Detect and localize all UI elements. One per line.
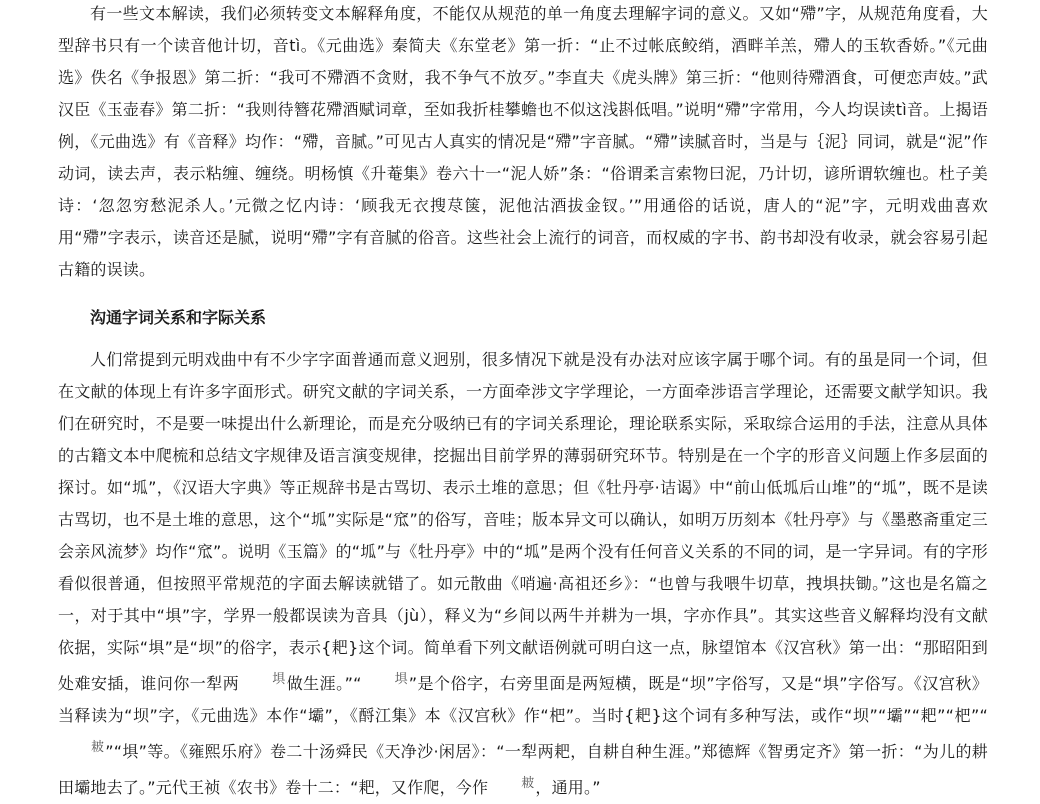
variant-character-glyph: 耚 <box>91 740 105 755</box>
paragraph-text-part-5: ，通用。” <box>535 778 601 797</box>
paragraph-ti-reading: 有一些文本解读，我们必须转变文本解释角度，不能仅从规范的单一角度去理解字词的意义。又如“殢”字，从规范角度看，大型辞书只有一个读音他计切，音tì。《元曲选》秦简夫《东堂老》第一折：“止不过帐底鲛绡，酒畔羊羔，殢人的玉软香娇。”《元曲选》佚名《争报恩》第二折：“我可不殢酒不贪财，我不争气不放歹。”李直夫《虎头牌》第三折：“他则待殢酒食，可便恋声妓。”武汉臣《玉壶春》第二折：“我则待簪花殢酒赋词章，至如我折桂攀蟾也不似这浅斟低唱。”说明“殢”字常用，今人均误读tì音。上揭语例，《元曲选》有《音释》均作：“殢，音腻。”可见古人真实的情况是“殢”字音腻。“殢”读腻音时，当是与｛泥｝同词，就是“泥”作动词，读去声，表示粘缠、缠绕。明杨慎《升菴集》卷六十一“泥人娇”条：“俗谓柔言索物曰泥，乃计切，谚所谓软缠也。杜子美诗：‘忽忽穷愁泥杀人。’元微之忆内诗：‘顾我无衣搜荩箧，泥他沽酒拔金钗。’”用通俗的话说，唐人的“泥”字，元明戏曲喜欢用“殢”字表示，读音还是腻，说明“殢”字有音腻的俗音。这些社会上流行的词音，而权威的字书、韵书却没有收录，就会容易引起古籍的误读。 <box>58 4 988 279</box>
variant-character-glyph: 埧 <box>272 672 286 687</box>
variant-character-glyph: 埧 <box>394 672 408 687</box>
paragraph-text-part-2: 做生涯。”“ <box>286 674 362 693</box>
article-body <box>58 0 988 804</box>
paragraph-text-part-3: ”是个俗字，右旁里面是两短横，既是“坝”字俗写，又是“埧”字俗写。《汉宫秋》当释读为“坝”字，《元曲选》本作“壩”，《酹江集》本《汉宫秋》作“杷”。当时{耙}这个词有多种写法，或作“坝”“壩”“耙”“杷”“ <box>58 674 989 725</box>
section-heading: 沟通字词关系和字际关系 <box>90 308 267 327</box>
variant-character-glyph: 耚 <box>521 776 535 791</box>
paragraph-character-relations <box>58 344 988 804</box>
paragraph-text-part-1: 人们常提到元明戏曲中有不少字字面普通而意义迥别，很多情况下就是没有办法对应该字属于哪个词。有的虽是同一个词，但在文献的体现上有许多字面形式。研究文献的字词关系，一方面牵涉文字学理论，一方面牵涉语言学理论，还需要文献学知识。我们在研究时，不是要一味提出什么新理论，而是充分吸纳已有的字词关系理论，理论联系实际，采取综合运用的手法，注意从具体的古籍文本中爬梳和总结文字规律及语言演变规律，挖掘出目前学界的薄弱研究环节。特别是在一个字的形音义问题上作多层面的探讨。如“坬”，《汉语大字典》等正规辞书是古骂切、表示土堆的意思；但《牡丹亭·诘谒》中“前山低坬后山堆”的“坬”，既不是读古骂切，也不是土堆的意思，这个“坬”实际是“窊”的俗写，音哇；版本异文可以确认，如明万历刻本《牡丹亭》与《墨憨斋重定三会亲风流梦》均作“窊”。说明《玉篇》的“坬”与《牡丹亭》中的“坬”是两个没有任何音义关系的不同的词，是一字异词。有的字形看似很普通，但按照平常规范的字面去解读就错了。如元散曲《哨遍·高祖还乡》：“也曾与我喂牛切草，拽埧扶锄。”这也是名篇之一，对于其中“埧”字，学界一般都误读为音具（jù），释义为“乡间以两牛并耕为一埧，字亦作具”。其实这些音义解释均没有文献依据，实际“埧”是“坝”的俗字，表示{耙}这个词。简单看下列文献语例就可明白这一点，脉望馆本《汉宫秋》第一出：“那昭阳到处难安插，谁问你一犁两 <box>58 350 988 693</box>
paragraph-text-part-4: ”“埧”等。《雍熙乐府》卷二十汤舜民《天净沙·闲居》：“一犁两耙，自耕自种生涯。”郑德辉《智勇定齐》第一折：“为儿的耕田壩地去了。”元代王祯《农书》卷十二：“耙，又作爬，今作 <box>58 742 988 797</box>
